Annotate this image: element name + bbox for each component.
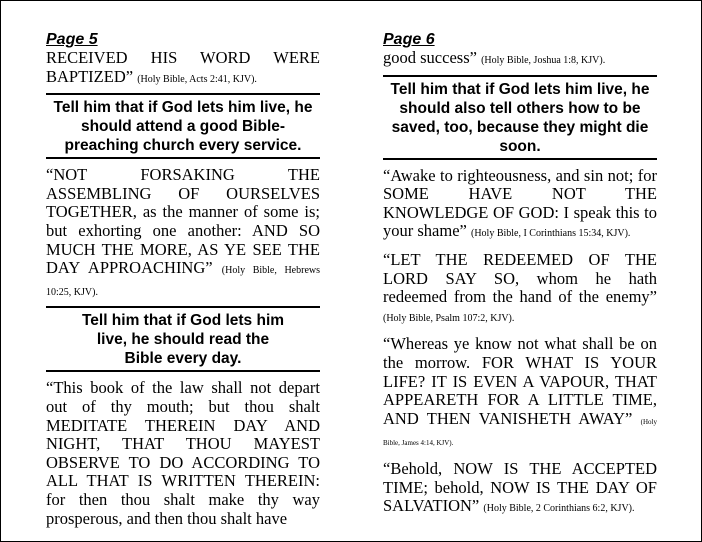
scripture-reference: (Holy Bible, 2 Corinthians 6:2, KJV). (483, 503, 635, 515)
scripture-reference: (Holy Bible, James 4:14, KJV). (383, 417, 657, 448)
scripture-paragraph (46, 379, 320, 528)
scripture-paragraph (383, 49, 657, 71)
scripture-reference: (Holy Bible, Psalm 107:2, KJV). (383, 312, 515, 324)
scripture-text: “This book of the law shall not depart out of thy mouth; but thou shalt MEDITATE THEREIN DAY AND NIGHT, THAT THOU MAYEST OBSERVE TO DO ACCORDING TO ALL THAT IS WRITTEN THEREIN: for then thou shalt make thy way prosperous, and then thou shalt have (46, 378, 320, 528)
scripture-text: “Whereas ye know not what shall be on the morrow. FOR WHAT IS YOUR LIFE? IT IS EVEN A VAPOUR, THAT APPEARETH FOR A LITTLE TIME, AND THEN VANISHETH AWAY” (383, 334, 657, 428)
page-number-label: Page 6 (383, 31, 435, 48)
scripture-text: “Awake to righteousness, and sin not; for SOME HAVE NOT THE KNOWLEDGE OF GOD: I speak this to your shame” (383, 165, 657, 241)
scripture-text: “Behold, NOW IS THE ACCEPTED TIME; behold, NOW IS THE DAY OF SALVATION” (383, 458, 657, 516)
scripture-text: “NOT FORSAKING THE ASSEMBLING OF OURSELVES TOGETHER, as the manner of some is; but exhorting one another: AND SO MUCH THE MORE, AS YE SEE THE DAY APPROACHING” (46, 165, 320, 278)
instruction-callout: Tell him that if God lets him live, he should read the Bible every day. (46, 306, 320, 372)
scripture-paragraph (46, 166, 320, 302)
scripture-reference: (Holy Bible, I Corinthians 15:34, KJV). (470, 228, 631, 240)
scripture-paragraph (383, 251, 657, 328)
scripture-text: good success” (383, 48, 477, 67)
scripture-text: RECEIVED HIS WORD WERE BAPTIZED” (46, 48, 320, 86)
scripture-paragraph (46, 49, 320, 89)
scripture-paragraph (383, 167, 657, 244)
scripture-reference: (Holy Bible, Hebrews 10:25, KJV). (46, 265, 320, 298)
scripture-text: “LET THE REDEEMED OF THE LORD SAY SO, whom he hath redeemed from the hand of the enemy” (383, 249, 657, 307)
instruction-callout: Tell him that if God lets him live, he should attend a good Bible-preaching church every service. (46, 93, 320, 159)
scripture-paragraph (383, 335, 657, 453)
page-right (383, 31, 657, 519)
page-number-label: Page 5 (46, 31, 98, 48)
scripture-paragraph (383, 460, 657, 519)
instruction-callout: Tell him that if God lets him live, he should also tell others how to be saved, too, because they might die soon. (383, 75, 657, 160)
scripture-reference: (Holy Bible, Joshua 1:8, KJV). (481, 55, 606, 66)
page-left (46, 31, 320, 528)
scripture-reference: (Holy Bible, Acts 2:41, KJV). (137, 73, 257, 85)
